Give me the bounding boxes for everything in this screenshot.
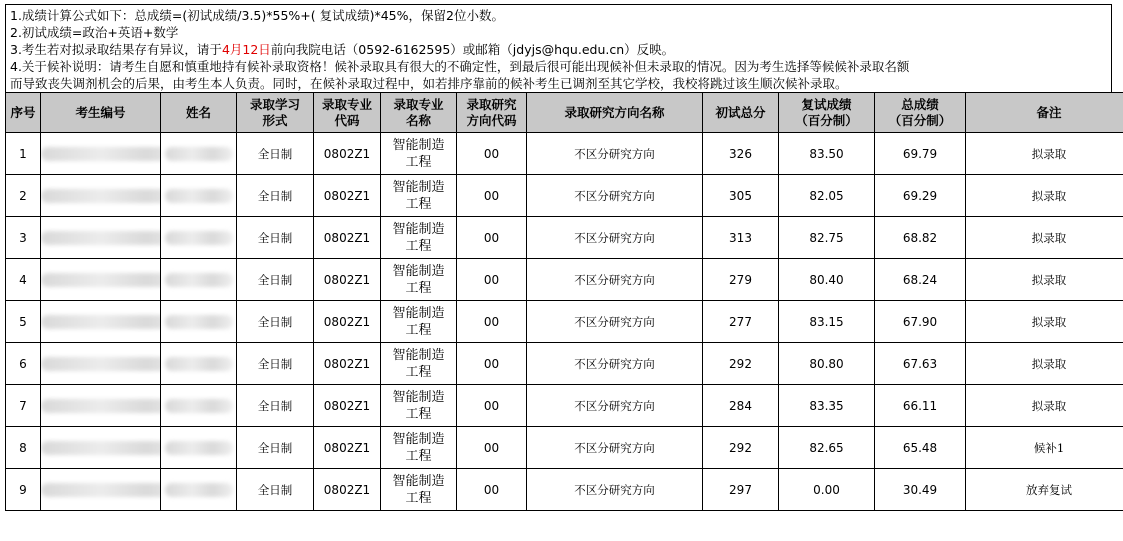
cell-major-name xyxy=(381,259,457,301)
cell-direction-code: 00 xyxy=(457,133,527,175)
cell-retest-score: 83.35 xyxy=(779,385,875,427)
header-study-mode-line2: 形式 xyxy=(262,112,288,128)
cell-study-mode: 全日制 xyxy=(237,343,314,385)
admission-table xyxy=(5,92,1123,511)
cell-study-mode: 全日制 xyxy=(237,217,314,259)
table-row xyxy=(6,217,1123,259)
header-study-mode xyxy=(237,93,314,133)
cell-direction-code: 00 xyxy=(457,343,527,385)
redacted-exam-id xyxy=(41,189,161,203)
cell-direction-name: 不区分研究方向 xyxy=(527,343,703,385)
cell-major-code: 0802Z1 xyxy=(314,259,381,301)
cell-major-name-line2: 工程 xyxy=(405,196,432,212)
cell-major-name-line1: 智能制造 xyxy=(392,179,445,195)
cell-direction-name: 不区分研究方向 xyxy=(527,217,703,259)
cell-remark: 拟录取 xyxy=(966,175,1123,217)
cell-exam-id xyxy=(41,385,161,427)
cell-major-name xyxy=(381,217,457,259)
cell-direction-code: 00 xyxy=(457,427,527,469)
cell-total-score: 67.90 xyxy=(875,301,966,343)
cell-name xyxy=(161,469,237,511)
cell-prelim-total: 279 xyxy=(703,259,779,301)
header-seq: 序号 xyxy=(6,93,41,133)
cell-major-name-line1: 智能制造 xyxy=(392,305,445,321)
cell-major-name-line1: 智能制造 xyxy=(392,137,445,153)
cell-remark: 拟录取 xyxy=(966,343,1123,385)
header-retest-line1: 复试成绩 xyxy=(801,96,852,112)
redacted-name xyxy=(165,441,233,455)
redacted-exam-id xyxy=(41,399,161,413)
header-remark: 备注 xyxy=(966,93,1123,133)
cell-seq: 8 xyxy=(6,427,41,469)
cell-retest-score: 82.65 xyxy=(779,427,875,469)
cell-major-name xyxy=(381,427,457,469)
header-major-code-line2: 代码 xyxy=(334,112,360,128)
table-row xyxy=(6,133,1123,175)
cell-major-name xyxy=(381,385,457,427)
table-row xyxy=(6,301,1123,343)
cell-major-code: 0802Z1 xyxy=(314,469,381,511)
cell-direction-code: 00 xyxy=(457,301,527,343)
cell-exam-id xyxy=(41,469,161,511)
cell-major-name-line2: 工程 xyxy=(405,406,432,422)
header-retest-score xyxy=(779,93,875,133)
header-total-line2: （百分制） xyxy=(888,112,952,128)
cell-seq: 2 xyxy=(6,175,41,217)
cell-total-score: 65.48 xyxy=(875,427,966,469)
table-row xyxy=(6,469,1123,511)
redacted-exam-id xyxy=(41,483,161,497)
cell-major-code: 0802Z1 xyxy=(314,133,381,175)
cell-major-name-line2: 工程 xyxy=(405,238,432,254)
cell-retest-score: 0.00 xyxy=(779,469,875,511)
table-row xyxy=(6,175,1123,217)
cell-major-name xyxy=(381,343,457,385)
cell-remark: 拟录取 xyxy=(966,217,1123,259)
cell-remark: 拟录取 xyxy=(966,259,1123,301)
redacted-name xyxy=(165,315,233,329)
cell-prelim-total: 284 xyxy=(703,385,779,427)
cell-seq: 1 xyxy=(6,133,41,175)
cell-prelim-total: 305 xyxy=(703,175,779,217)
header-direction-name: 录取研究方向名称 xyxy=(527,93,703,133)
redacted-exam-id xyxy=(41,147,161,161)
cell-major-code: 0802Z1 xyxy=(314,427,381,469)
cell-major-name-line2: 工程 xyxy=(405,448,432,464)
redacted-name xyxy=(165,357,233,371)
note-appeal xyxy=(10,41,1107,58)
cell-study-mode: 全日制 xyxy=(237,133,314,175)
header-major-code-line1: 录取专业 xyxy=(321,96,372,112)
note-waitlist-1: 4.关于候补说明：请考生自愿和慎重地持有候补录取资格！候补录取具有很大的不确定性，到最后很可能出现候补但未录取的情况。因为考生选择等候候补录取名额 xyxy=(10,59,910,74)
cell-direction-name: 不区分研究方向 xyxy=(527,133,703,175)
cell-exam-id xyxy=(41,133,161,175)
cell-direction-name: 不区分研究方向 xyxy=(527,259,703,301)
cell-total-score: 67.63 xyxy=(875,343,966,385)
note-prelim: 2.初试成绩=政治+英语+数学 xyxy=(10,25,179,40)
note-appeal-date: 4月12日 xyxy=(221,42,271,57)
cell-seq: 6 xyxy=(6,343,41,385)
cell-major-code: 0802Z1 xyxy=(314,217,381,259)
note-appeal-pre: 3.考生若对拟录取结果存有异议，请于 xyxy=(10,42,222,57)
table-body xyxy=(6,133,1123,511)
cell-major-name-line1: 智能制造 xyxy=(392,263,445,279)
redacted-name xyxy=(165,483,233,497)
cell-prelim-total: 313 xyxy=(703,217,779,259)
cell-study-mode: 全日制 xyxy=(237,259,314,301)
cell-prelim-total: 292 xyxy=(703,343,779,385)
table-row xyxy=(6,259,1123,301)
redacted-exam-id xyxy=(41,315,161,329)
redacted-exam-id xyxy=(41,231,161,245)
cell-major-name-line2: 工程 xyxy=(405,490,432,506)
redacted-name xyxy=(165,189,233,203)
cell-remark: 拟录取 xyxy=(966,133,1123,175)
header-total-score xyxy=(875,93,966,133)
cell-retest-score: 80.40 xyxy=(779,259,875,301)
cell-major-name xyxy=(381,175,457,217)
cell-exam-id xyxy=(41,217,161,259)
header-major-name-line2: 名称 xyxy=(405,112,431,128)
cell-exam-id xyxy=(41,427,161,469)
cell-retest-score: 83.50 xyxy=(779,133,875,175)
header-direction-code-line1: 录取研究 xyxy=(466,96,517,112)
header-major-name-line1: 录取专业 xyxy=(393,96,444,112)
cell-major-name-line1: 智能制造 xyxy=(392,389,445,405)
cell-name xyxy=(161,385,237,427)
cell-direction-name: 不区分研究方向 xyxy=(527,301,703,343)
cell-seq: 5 xyxy=(6,301,41,343)
header-prelim-total: 初试总分 xyxy=(703,93,779,133)
redacted-exam-id xyxy=(41,357,161,371)
redacted-exam-id xyxy=(41,441,161,455)
note-waitlist-2: 而导致丧失调剂机会的后果，由考生本人负责。同时，在候补录取过程中，如若排序靠前的候补考生已调剂至其它学校，我校将跳过该生顺次候补录取。 xyxy=(10,76,848,91)
redacted-exam-id xyxy=(41,273,161,287)
cell-major-name-line2: 工程 xyxy=(405,154,432,170)
table-row xyxy=(6,427,1123,469)
header-total-line1: 总成绩 xyxy=(901,96,939,112)
header-study-mode-line1: 录取学习 xyxy=(249,96,300,112)
cell-major-name xyxy=(381,469,457,511)
cell-total-score: 30.49 xyxy=(875,469,966,511)
cell-major-code: 0802Z1 xyxy=(314,175,381,217)
cell-exam-id xyxy=(41,259,161,301)
cell-prelim-total: 277 xyxy=(703,301,779,343)
cell-direction-code: 00 xyxy=(457,217,527,259)
cell-major-name-line2: 工程 xyxy=(405,322,432,338)
cell-prelim-total: 297 xyxy=(703,469,779,511)
cell-direction-code: 00 xyxy=(457,175,527,217)
cell-direction-name: 不区分研究方向 xyxy=(527,427,703,469)
cell-name xyxy=(161,175,237,217)
cell-name xyxy=(161,301,237,343)
cell-total-score: 66.11 xyxy=(875,385,966,427)
cell-remark: 放弃复试 xyxy=(966,469,1123,511)
cell-study-mode: 全日制 xyxy=(237,427,314,469)
cell-name xyxy=(161,217,237,259)
header-row xyxy=(6,93,1123,133)
cell-exam-id xyxy=(41,343,161,385)
cell-seq: 4 xyxy=(6,259,41,301)
cell-major-name-line1: 智能制造 xyxy=(392,347,445,363)
cell-total-score: 69.79 xyxy=(875,133,966,175)
cell-name xyxy=(161,133,237,175)
cell-study-mode: 全日制 xyxy=(237,301,314,343)
cell-retest-score: 82.75 xyxy=(779,217,875,259)
redacted-name xyxy=(165,147,233,161)
note-appeal-post: 前向我院电话（0592-6162595）或邮箱（jdyjs@hqu.edu.cn）反映。 xyxy=(270,42,675,57)
notes-block xyxy=(5,4,1112,92)
cell-direction-name: 不区分研究方向 xyxy=(527,469,703,511)
redacted-name xyxy=(165,231,233,245)
cell-name xyxy=(161,343,237,385)
header-name: 姓名 xyxy=(161,93,237,133)
cell-seq: 3 xyxy=(6,217,41,259)
cell-exam-id xyxy=(41,175,161,217)
header-direction-code xyxy=(457,93,527,133)
cell-major-name xyxy=(381,133,457,175)
cell-major-name-line2: 工程 xyxy=(405,280,432,296)
cell-name xyxy=(161,427,237,469)
cell-remark: 候补1 xyxy=(966,427,1123,469)
cell-total-score: 68.24 xyxy=(875,259,966,301)
note-formula: 1.成绩计算公式如下：总成绩=(初试成绩/3.5)*55%+( 复试成绩)*45%，保留2位小数。 xyxy=(10,8,504,23)
cell-retest-score: 82.05 xyxy=(779,175,875,217)
cell-name xyxy=(161,259,237,301)
cell-seq: 7 xyxy=(6,385,41,427)
cell-retest-score: 80.80 xyxy=(779,343,875,385)
cell-remark: 拟录取 xyxy=(966,301,1123,343)
cell-remark: 拟录取 xyxy=(966,385,1123,427)
cell-direction-code: 00 xyxy=(457,469,527,511)
cell-study-mode: 全日制 xyxy=(237,385,314,427)
redacted-name xyxy=(165,273,233,287)
cell-prelim-total: 326 xyxy=(703,133,779,175)
cell-exam-id xyxy=(41,301,161,343)
cell-retest-score: 83.15 xyxy=(779,301,875,343)
admission-sheet xyxy=(5,4,1112,511)
cell-major-name xyxy=(381,301,457,343)
cell-direction-name: 不区分研究方向 xyxy=(527,385,703,427)
cell-major-code: 0802Z1 xyxy=(314,343,381,385)
table-row xyxy=(6,385,1123,427)
cell-study-mode: 全日制 xyxy=(237,175,314,217)
header-exam-id: 考生编号 xyxy=(41,93,161,133)
cell-direction-code: 00 xyxy=(457,385,527,427)
cell-direction-code: 00 xyxy=(457,259,527,301)
cell-total-score: 68.82 xyxy=(875,217,966,259)
header-major-name xyxy=(381,93,457,133)
cell-major-name-line1: 智能制造 xyxy=(392,221,445,237)
cell-study-mode: 全日制 xyxy=(237,469,314,511)
header-retest-line2: （百分制） xyxy=(795,112,858,128)
header-major-code xyxy=(314,93,381,133)
redacted-name xyxy=(165,399,233,413)
cell-major-name-line1: 智能制造 xyxy=(392,473,445,489)
header-direction-code-line2: 方向代码 xyxy=(466,112,517,128)
cell-major-code: 0802Z1 xyxy=(314,385,381,427)
cell-direction-name: 不区分研究方向 xyxy=(527,175,703,217)
cell-major-name-line1: 智能制造 xyxy=(392,431,445,447)
cell-seq: 9 xyxy=(6,469,41,511)
cell-prelim-total: 292 xyxy=(703,427,779,469)
cell-total-score: 69.29 xyxy=(875,175,966,217)
table-row xyxy=(6,343,1123,385)
cell-major-name-line2: 工程 xyxy=(405,364,432,380)
cell-major-code: 0802Z1 xyxy=(314,301,381,343)
